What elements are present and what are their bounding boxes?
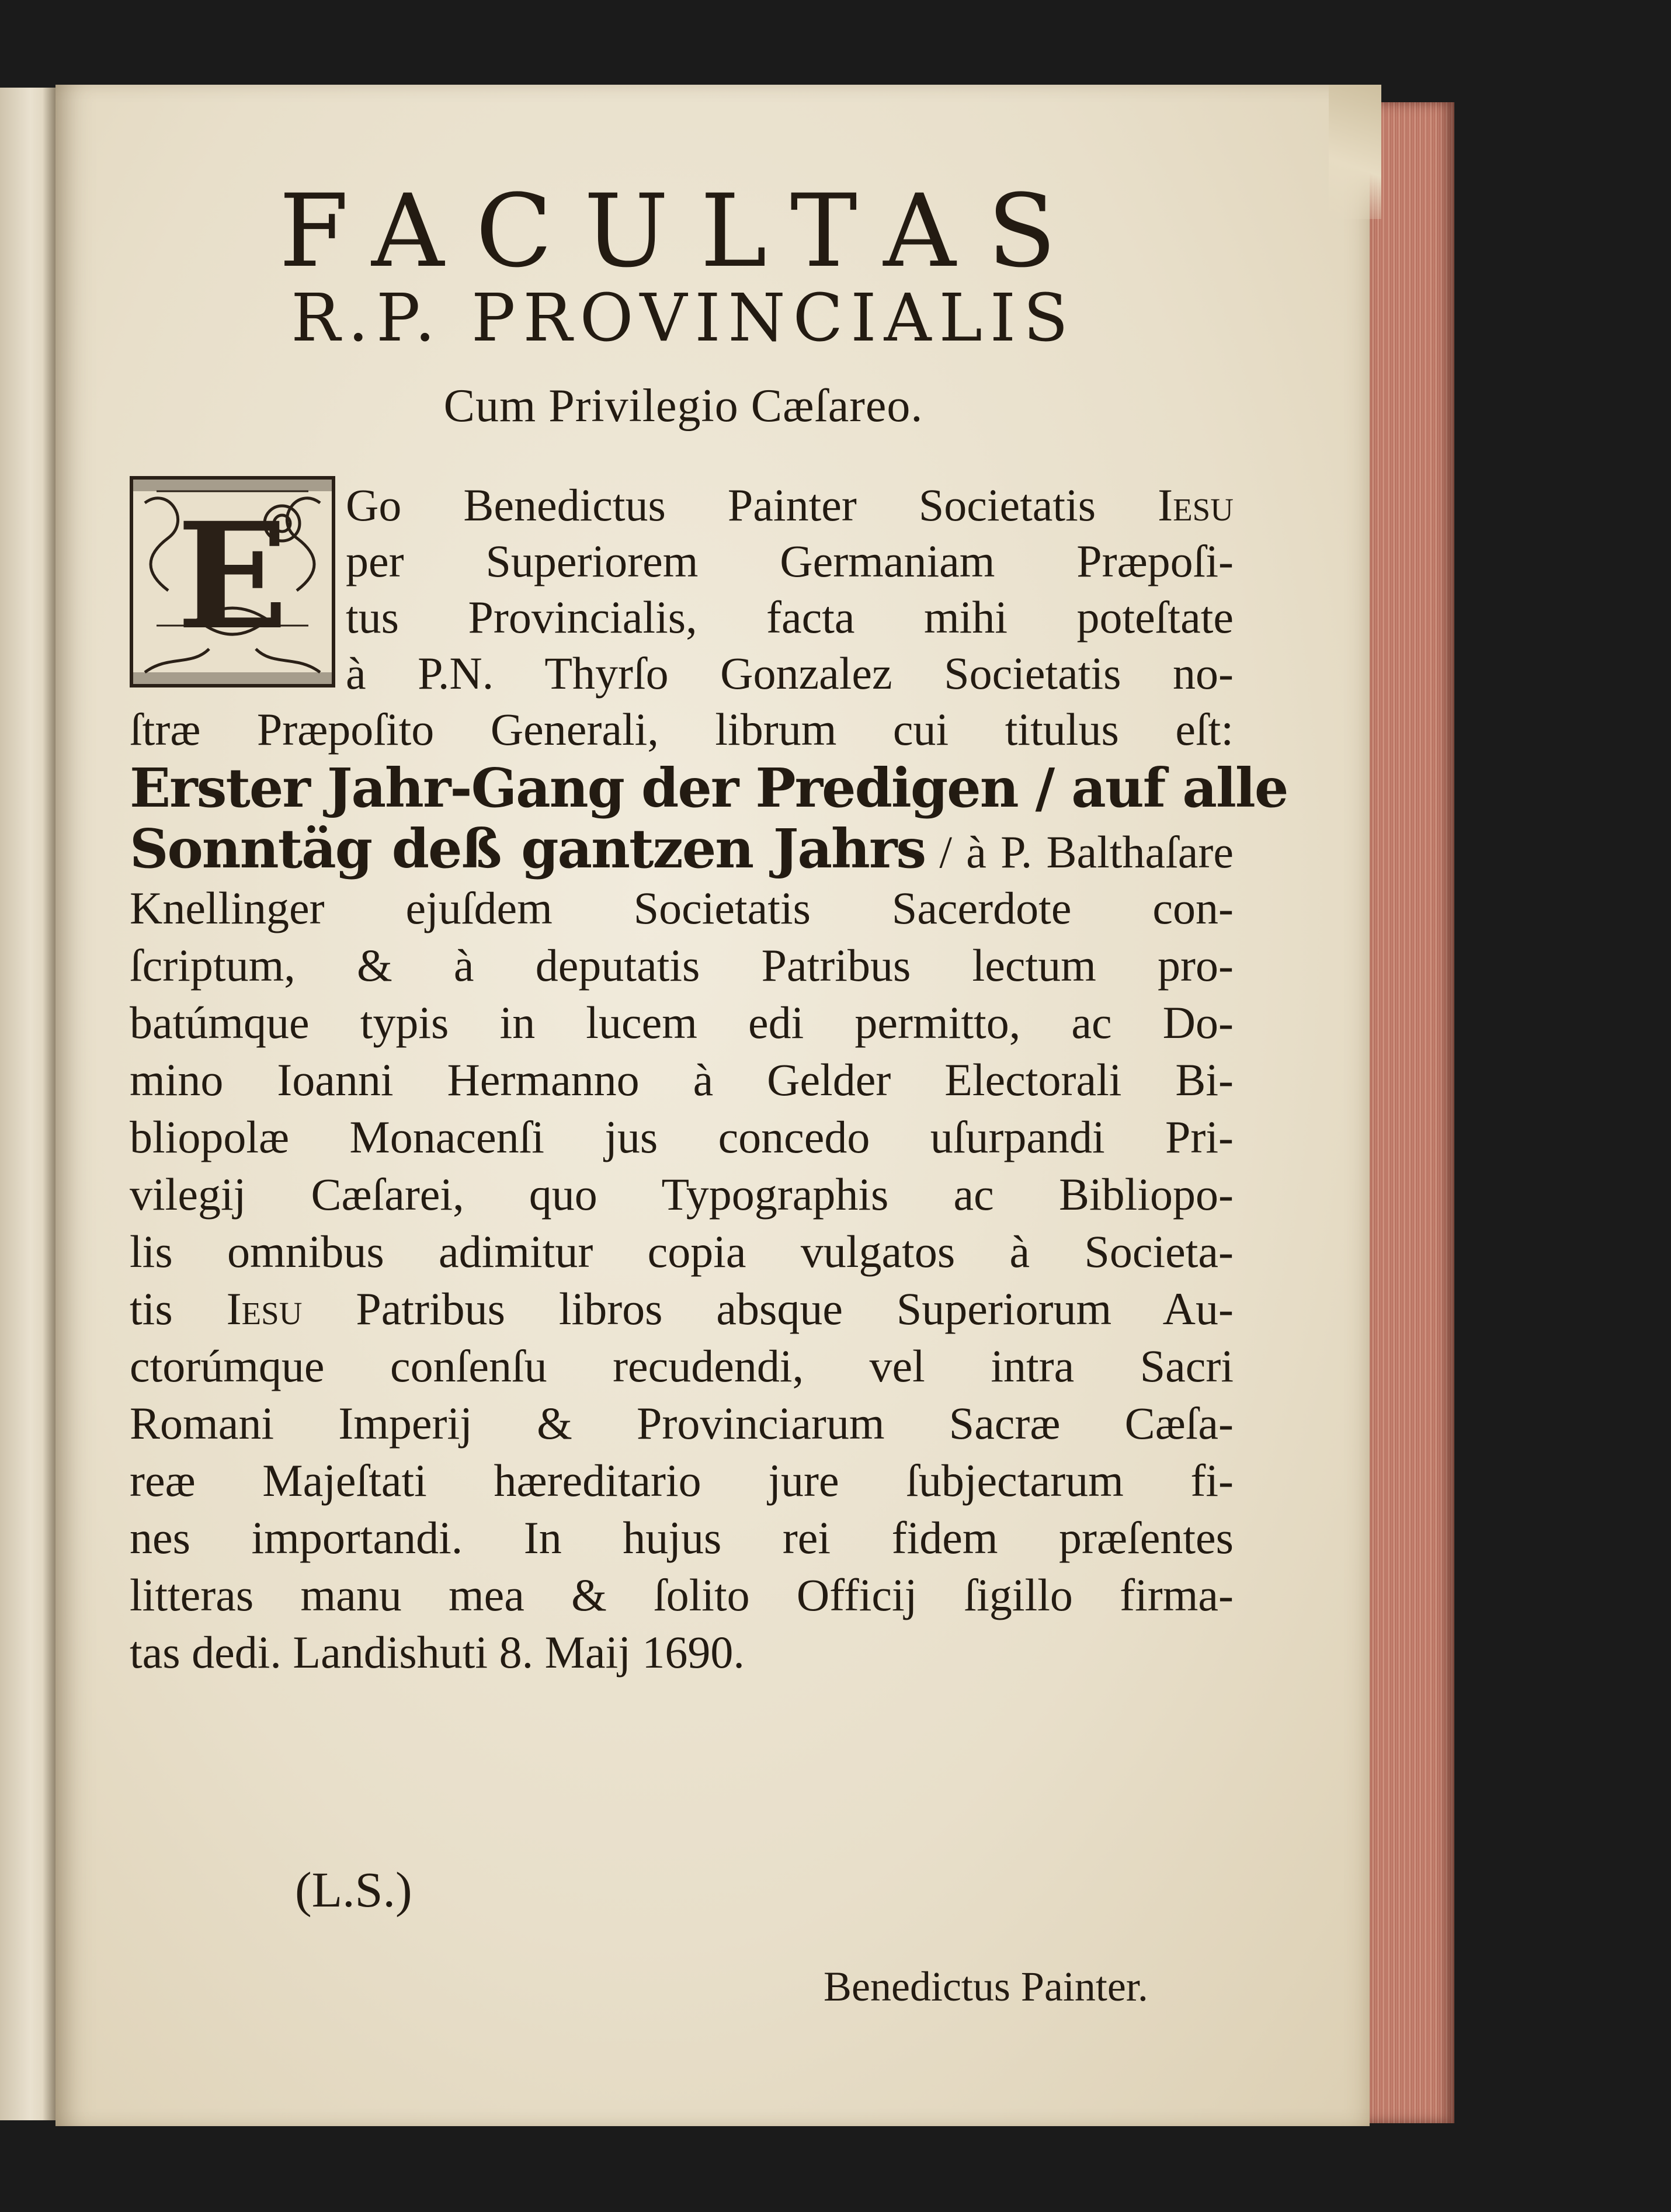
body-line-14: lis omnibus adimitur copia vulgatos à Societa-: [130, 1226, 1234, 1277]
body-line-9: ſcriptum, & à deputatis Patribus lectum pro-: [130, 940, 1234, 991]
seal-mark: (L.S.): [295, 1862, 412, 1918]
body-text: / à P. Balthaſare: [925, 827, 1234, 877]
title-facultas: FACULTAS: [279, 172, 1088, 290]
body-line-15: [130, 1283, 1234, 1335]
body-line-13: vilegij Cæſarei, quo Typographis ac Bibliopo-: [130, 1169, 1234, 1220]
body-text: tis: [130, 1283, 227, 1334]
body-line-21: tas dedi. Landishuti 8. Maij 1690.: [130, 1627, 745, 1678]
title-privilegio: Cum Privilegio Cæſareo.: [443, 380, 923, 432]
body-text: Patribus libros absque Superiorum Au-: [302, 1283, 1234, 1334]
body-line-16: ctorúmque conſenſu recudendi, vel intra Sacri: [130, 1341, 1234, 1391]
body-line-5: ſtræ Præpoſito Generali, librum cui titulus eſt:: [130, 704, 1234, 755]
body-line-11: mino Ioanni Hermanno à Gelder Electorali Bi-: [130, 1054, 1234, 1105]
body-line-19: nes importandi. In hujus rei fidem præſentes: [130, 1512, 1234, 1563]
body-text-iesu: Iesu: [1158, 480, 1234, 530]
body-line-8: Knellinger ejuſdem Societatis Sacerdote con-: [130, 883, 1234, 933]
blackletter-text: Sonntäg deß gantzen Jahrs: [130, 817, 926, 880]
signature: Benedictus Painter.: [824, 1963, 1148, 2010]
body-line-6-blackletter: Erster Jahr-Gang der Predigen / auf alle: [130, 756, 1288, 819]
body-line-4: à P.N. Thyrſo Gonzalez Societatis no-: [346, 648, 1234, 699]
body-line-10: batúmque typis in lucem edi permitto, ac Do-: [130, 997, 1234, 1048]
body-line-2: per Superiorem Germaniam Præpoſi-: [346, 536, 1234, 586]
title-provincialis: R.P. PROVINCIALIS: [291, 280, 1076, 356]
body-text: Go Benedictus Painter Societatis: [346, 480, 1158, 530]
body-line-12: bliopolæ Monacenſi jus concedo uſurpandi Pri-: [130, 1112, 1234, 1162]
body-line-20: litteras manu mea & ſolito Officij ſigillo firma-: [130, 1569, 1234, 1620]
decorated-initial: [130, 476, 335, 687]
body-line-1: [346, 479, 1234, 532]
body-line-18: reæ Majeſtati hæreditario jure ſubjectarum fi-: [130, 1455, 1234, 1506]
body-line-3: tus Provincialis, facta mihi poteſtate: [346, 592, 1234, 643]
body-line-7: [130, 817, 1234, 880]
body-line-17: Romani Imperij & Provinciarum Sacræ Cæſa-: [130, 1398, 1234, 1449]
initial-letter: E: [176, 490, 289, 662]
body-text-iesu: Iesu: [226, 1283, 303, 1334]
